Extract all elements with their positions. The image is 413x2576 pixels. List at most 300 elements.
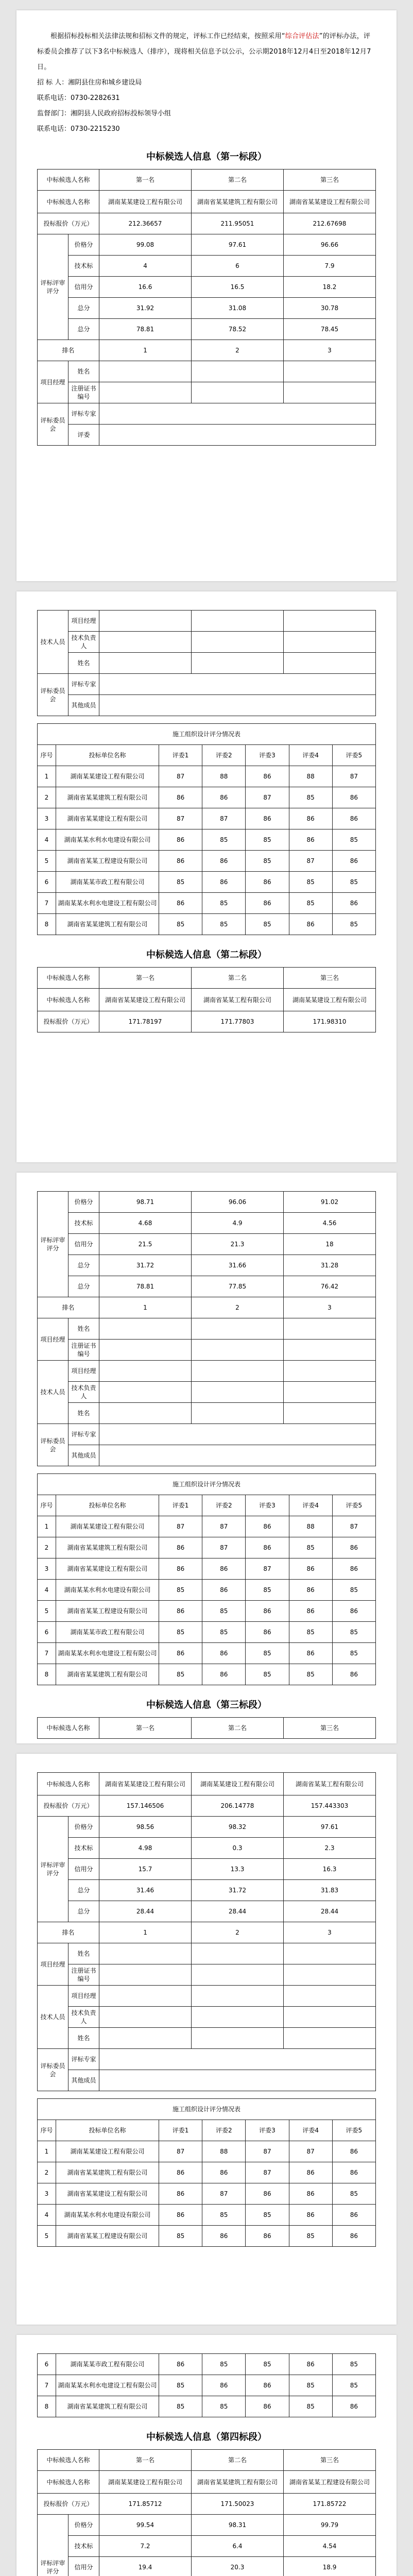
bidder-name: 湖南某某建设工程有限公司 [56, 2141, 159, 2162]
bidder-name: 湖南省某某建筑工程有限公司 [56, 1537, 159, 1558]
judge-score: 85 [159, 2375, 202, 2396]
table-cell: 中标候选人名称 [38, 170, 99, 191]
judge-score: 86 [332, 1664, 375, 1685]
table-cell: 信用分 [68, 277, 99, 298]
table-cell: 第三名 [284, 968, 376, 989]
table-row [38, 1664, 376, 1685]
table-cell: 湖南某某建设工程有限公司 [99, 191, 192, 213]
candidate-table [37, 2449, 376, 2576]
table-cell: 姓名 [68, 653, 99, 674]
table-cell: 16.6 [99, 277, 192, 298]
bidder-name: 湖南省某某建筑工程有限公司 [56, 2396, 159, 2417]
table-cell: 技术负责人 [68, 2007, 99, 2028]
table-cell: 评标委员会 [38, 1424, 68, 1466]
table-row [38, 1601, 376, 1622]
table-row [38, 872, 376, 893]
empty-cell [284, 1382, 376, 1403]
empty-cell [192, 653, 284, 674]
table-cell: 信用分 [68, 1859, 99, 1880]
empty-cell [192, 2007, 284, 2028]
table-cell: 评委5 [332, 1495, 375, 1516]
table-cell: 评标专家 [68, 2049, 99, 2070]
section-title: 中标候选人信息（第一标段） [146, 151, 267, 162]
table-cell: 其他成员 [68, 695, 99, 716]
table-cell: 注册证书编号 [68, 1340, 99, 1361]
row-seq: 8 [38, 1664, 56, 1685]
table-cell: 评标评审评分 [38, 1192, 68, 1297]
judge-score: 86 [246, 808, 289, 829]
row-seq: 8 [38, 2396, 56, 2417]
table-cell: 第一名 [99, 1718, 192, 1739]
row-seq: 3 [38, 808, 56, 829]
table-cell: 16.5 [192, 277, 284, 298]
table-cell: 7.2 [99, 2536, 192, 2557]
table-cell: 投标报价（万元） [38, 213, 99, 234]
table-cell: 投标报价（万元） [38, 1011, 99, 1032]
judge-score: 86 [332, 787, 375, 808]
empty-cell [284, 1318, 376, 1340]
candidate-table [37, 1772, 376, 2091]
empty-cell [99, 632, 192, 653]
empty-cell [192, 382, 284, 403]
table-cell: 4.9 [192, 1213, 284, 1234]
row-seq: 4 [38, 829, 56, 851]
table-cell: 评委5 [332, 745, 375, 766]
table-cell: 中标候选人名称 [38, 191, 99, 213]
table-cell: 其他成员 [68, 2070, 99, 2091]
judge-score: 86 [332, 2205, 375, 2226]
empty-cell [99, 1361, 192, 1382]
table-cell: 171.78197 [99, 1011, 192, 1032]
table-cell: 姓名 [68, 361, 99, 382]
table-cell: 评标评审评分 [38, 2515, 68, 2576]
bidder-name: 湖南省某某建筑工程有限公司 [56, 914, 159, 935]
judge-score: 86 [246, 766, 289, 787]
judge-score: 85 [289, 1622, 332, 1643]
empty-cell [99, 1445, 376, 1466]
empty-cell [192, 1382, 284, 1403]
judge-score: 87 [202, 808, 246, 829]
table-cell: 4.54 [283, 2536, 375, 2557]
table-cell: 78.45 [283, 319, 375, 340]
empty-cell [99, 1964, 192, 1986]
empty-cell [192, 611, 284, 632]
table-cell: 31.66 [192, 1255, 284, 1276]
section-title: 中标候选人信息（第四标段） [146, 2432, 267, 2443]
table-cell: 2 [192, 340, 284, 361]
table-cell: 评标专家 [68, 403, 99, 425]
table-cell: 评委4 [289, 2120, 332, 2141]
tenderee-line: 招 标 人：湘阴县住房和城乡建设局 [37, 79, 142, 87]
judge-score: 85 [332, 2183, 375, 2205]
row-seq: 8 [38, 914, 56, 935]
table-cell: 湖南省某某工程有限公司 [192, 989, 284, 1011]
judge-score: 85 [246, 1580, 289, 1601]
judge-score: 86 [202, 787, 246, 808]
bidder-name: 湖南省某某建筑工程有限公司 [56, 2162, 159, 2183]
judge-score: 85 [289, 2226, 332, 2247]
scoring-rows [38, 1516, 376, 1685]
table-cell: 总分 [68, 1276, 99, 1297]
judge-score: 85 [332, 2354, 375, 2375]
table-cell: 施工组织设计评分情况表 [38, 2099, 376, 2120]
table-cell: 157.443303 [283, 1795, 375, 1817]
judge-score: 86 [289, 1601, 332, 1622]
scoring-rows [38, 2141, 376, 2247]
empty-cell [99, 611, 192, 632]
judge-score: 86 [332, 1558, 375, 1580]
empty-cell [283, 361, 375, 382]
judge-score: 86 [289, 1643, 332, 1664]
table-cell: 99.08 [99, 234, 192, 256]
judge-score: 87 [289, 851, 332, 872]
table-cell: 2.3 [283, 1838, 375, 1859]
row-seq: 1 [38, 1516, 56, 1537]
table-cell: 98.71 [99, 1192, 192, 1213]
table-cell: 评委5 [332, 2120, 375, 2141]
table-row [38, 2141, 376, 2162]
table-cell: 97.61 [283, 1817, 375, 1838]
bidder-name: 湖南某某建设工程有限公司 [56, 766, 159, 787]
table-cell: 信用分 [68, 1234, 99, 1255]
score-table [37, 1191, 376, 1466]
judge-score: 86 [202, 2375, 246, 2396]
bidder-name: 湖南省某某工程建设有限公司 [56, 1601, 159, 1622]
document-page-2 [16, 591, 397, 1162]
table-cell: 评委2 [202, 745, 246, 766]
section-4 [37, 2430, 376, 2576]
empty-cell [99, 1340, 192, 1361]
empty-cell [192, 1986, 284, 2007]
empty-cell [192, 1403, 284, 1424]
bidder-name: 湖南省某某建设工程有限公司 [56, 2183, 159, 2205]
judge-score: 86 [289, 1558, 332, 1580]
table-cell: 3 [283, 1922, 375, 1943]
table-cell: 湖南省某某建设工程有限公司 [99, 1773, 192, 1795]
row-seq: 2 [38, 787, 56, 808]
empty-cell [284, 1340, 376, 1361]
empty-cell [283, 382, 375, 403]
personnel-table [37, 610, 376, 716]
table-cell: 湖南省某某工程有限公司 [283, 1773, 375, 1795]
table-cell: 98.56 [99, 1817, 192, 1838]
tenderee-phone: 联系电话：0730-2282631 [37, 94, 120, 102]
judge-score: 87 [202, 1537, 246, 1558]
judge-score: 85 [246, 914, 289, 935]
judge-score: 86 [246, 1537, 289, 1558]
judge-score: 87 [159, 766, 202, 787]
empty-cell [284, 1403, 376, 1424]
judge-score: 85 [202, 914, 246, 935]
empty-cell [99, 653, 192, 674]
table-cell: 6 [192, 256, 284, 277]
table-cell: 中标候选人名称 [38, 1718, 99, 1739]
empty-cell [99, 2049, 376, 2070]
table-cell: 171.77803 [192, 1011, 284, 1032]
document-page-4 [16, 1754, 397, 2325]
table-cell: 排名 [38, 340, 99, 361]
judge-score: 85 [289, 1537, 332, 1558]
table-cell: 项目经理 [68, 1361, 99, 1382]
table-cell: 湖南省某某建筑工程有限公司 [192, 191, 284, 213]
empty-cell [192, 1964, 284, 1986]
judge-score: 86 [246, 2396, 289, 2417]
table-cell: 项目经理 [38, 1318, 68, 1361]
judge-score: 86 [246, 872, 289, 893]
bidder-name: 湖南省某某建筑工程有限公司 [56, 787, 159, 808]
table-cell: 项目经理 [38, 361, 68, 403]
empty-cell [99, 1403, 192, 1424]
table-cell: 7.9 [283, 256, 375, 277]
judge-score: 86 [202, 872, 246, 893]
empty-cell [99, 2070, 376, 2091]
table-cell: 171.85722 [283, 2494, 375, 2515]
table-cell: 中标候选人名称 [38, 968, 99, 989]
judge-score: 86 [246, 893, 289, 914]
bidder-name: 湖南某某水利水电建设有限公司 [56, 2205, 159, 2226]
table-cell: 第二名 [192, 2450, 284, 2471]
table-cell: 投标单位名称 [56, 745, 159, 766]
table-cell: 1 [99, 1297, 192, 1318]
empty-cell [284, 632, 376, 653]
empty-cell [284, 1361, 376, 1382]
table-cell: 姓名 [68, 1403, 99, 1424]
row-seq: 5 [38, 2226, 56, 2247]
empty-cell [283, 1986, 375, 2007]
judge-score: 86 [159, 2205, 202, 2226]
table-cell: 排名 [38, 1922, 99, 1943]
table-cell: 湖南某某建设工程有限公司 [192, 1773, 284, 1795]
table-cell: 评委2 [202, 1495, 246, 1516]
candidate-table [37, 169, 376, 446]
table-row [38, 2354, 376, 2375]
judge-score: 85 [332, 1643, 375, 1664]
table-cell: 技术标 [68, 1213, 99, 1234]
table-cell: 信用分 [68, 2557, 99, 2576]
bidder-name: 湖南省某某工程建设有限公司 [56, 851, 159, 872]
judge-score: 86 [159, 1601, 202, 1622]
judge-score: 86 [202, 851, 246, 872]
judge-score: 88 [202, 766, 246, 787]
table-row [38, 2183, 376, 2205]
bidder-name: 湖南某某市政工程有限公司 [56, 2354, 159, 2375]
empty-cell [99, 403, 376, 425]
table-cell: 项目经理 [38, 1943, 68, 1986]
table-cell: 总分 [68, 319, 99, 340]
table-cell: 31.92 [99, 298, 192, 319]
empty-cell [284, 653, 376, 674]
bidder-name: 湖南省某某建设工程有限公司 [56, 1558, 159, 1580]
table-cell: 第二名 [192, 1718, 284, 1739]
table-cell: 18.2 [283, 277, 375, 298]
table-cell: 78.52 [192, 319, 284, 340]
table-cell: 第二名 [192, 170, 284, 191]
table-cell: 19.4 [99, 2557, 192, 2576]
judge-score: 85 [289, 893, 332, 914]
judge-score: 85 [332, 1622, 375, 1643]
table-row [38, 2162, 376, 2183]
row-seq: 5 [38, 851, 56, 872]
table-cell: 18.9 [283, 2557, 375, 2576]
judge-score: 85 [246, 2205, 289, 2226]
judge-score: 87 [246, 787, 289, 808]
table-cell: 211.95051 [192, 213, 284, 234]
table-cell: 18 [284, 1234, 376, 1255]
judge-score: 86 [246, 2183, 289, 2205]
row-seq: 6 [38, 872, 56, 893]
section-title: 中标候选人信息（第二标段） [146, 950, 267, 960]
table-cell: 技术标 [68, 2536, 99, 2557]
table-cell: 姓名 [68, 1318, 99, 1340]
table-cell: 206.14778 [192, 1795, 284, 1817]
empty-cell [192, 361, 284, 382]
judge-score: 85 [202, 893, 246, 914]
bidder-name: 湖南某某市政工程有限公司 [56, 872, 159, 893]
judge-score: 86 [332, 1601, 375, 1622]
table-cell: 3 [283, 340, 375, 361]
table-row [38, 1516, 376, 1537]
document-page-1 [16, 10, 397, 581]
judge-score: 86 [202, 2226, 246, 2247]
table-cell: 1 [99, 340, 192, 361]
judge-score: 85 [289, 872, 332, 893]
table-cell: 78.81 [99, 1276, 192, 1297]
table-row [38, 914, 376, 935]
table-cell: 第二名 [192, 968, 284, 989]
judge-score: 86 [332, 2396, 375, 2417]
bidder-name: 湖南某某水利水电建设有限公司 [56, 829, 159, 851]
section-1 [37, 149, 376, 446]
table-cell: 20.3 [192, 2557, 284, 2576]
bidder-name: 湖南某某水利水电建设工程有限公司 [56, 893, 159, 914]
table-cell: 31.83 [283, 1880, 375, 1901]
table-cell: 总分 [68, 298, 99, 319]
empty-cell [283, 1964, 375, 1986]
table-cell: 6.4 [192, 2536, 284, 2557]
table-cell: 评标委员会 [38, 2049, 68, 2091]
judge-score: 87 [159, 1516, 202, 1537]
judge-score: 85 [202, 1601, 246, 1622]
table-cell: 排名 [38, 1297, 99, 1318]
judge-score: 86 [202, 2162, 246, 2183]
table-cell: 157.146506 [99, 1795, 192, 1817]
table-cell: 4.98 [99, 1838, 192, 1859]
row-seq: 7 [38, 2375, 56, 2396]
table-cell: 28.44 [283, 1901, 375, 1922]
table-cell: 评委1 [159, 2120, 202, 2141]
table-cell: 99.79 [283, 2515, 375, 2536]
table-cell: 价格分 [68, 234, 99, 256]
judge-score: 86 [159, 829, 202, 851]
evaluation-method: 综合评估法 [285, 32, 319, 40]
table-cell: 投标报价（万元） [38, 2494, 99, 2515]
table-cell: 评标评审评分 [38, 1817, 68, 1922]
table-cell: 30.78 [283, 298, 375, 319]
judge-score: 85 [332, 914, 375, 935]
table-cell: 投标单位名称 [56, 1495, 159, 1516]
judge-score: 86 [159, 2162, 202, 2183]
table-cell: 姓名 [68, 1943, 99, 1964]
empty-cell [99, 1318, 192, 1340]
table-cell: 78.81 [99, 319, 192, 340]
table-cell: 施工组织设计评分情况表 [38, 1474, 376, 1495]
section-2 [37, 947, 376, 1032]
table-cell: 第一名 [99, 170, 192, 191]
table-cell: 3 [284, 1297, 376, 1318]
table-cell: 31.08 [192, 298, 284, 319]
table-cell: 212.36657 [99, 213, 192, 234]
table-cell: 技术人员 [38, 611, 68, 674]
table-cell: 28.44 [99, 1901, 192, 1922]
row-seq: 2 [38, 2162, 56, 2183]
bidder-name: 湖南省某某建筑工程有限公司 [56, 1664, 159, 1685]
table-cell: 评委1 [159, 1495, 202, 1516]
table-row [38, 2396, 376, 2417]
judge-score: 86 [332, 893, 375, 914]
empty-cell [99, 2028, 192, 2049]
scoring-rows [38, 2354, 376, 2417]
bidder-name: 湖南某某建设工程有限公司 [56, 1516, 159, 1537]
table-cell: 1 [99, 1922, 192, 1943]
judge-score: 85 [332, 872, 375, 893]
table-cell: 技术负责人 [68, 1382, 99, 1403]
table-cell: 中标候选人名称 [38, 2450, 99, 2471]
row-seq: 7 [38, 1643, 56, 1664]
table-cell: 序号 [38, 1495, 56, 1516]
judge-score: 86 [246, 1601, 289, 1622]
judge-score: 87 [246, 2141, 289, 2162]
section-3 [37, 1698, 376, 1739]
table-cell: 31.72 [192, 1880, 284, 1901]
row-seq: 5 [38, 1601, 56, 1622]
judge-score: 87 [159, 808, 202, 829]
empty-cell [99, 1943, 192, 1964]
table-cell: 91.02 [284, 1192, 376, 1213]
judge-score: 86 [289, 808, 332, 829]
table-cell: 价格分 [68, 2515, 99, 2536]
table-cell: 31.72 [99, 1255, 192, 1276]
row-seq: 3 [38, 1558, 56, 1580]
table-cell: 第一名 [99, 2450, 192, 2471]
table-cell: 评委4 [289, 745, 332, 766]
judge-score: 85 [202, 829, 246, 851]
table-cell: 99.54 [99, 2515, 192, 2536]
row-seq: 4 [38, 2205, 56, 2226]
judge-score: 85 [159, 1664, 202, 1685]
table-cell: 212.67698 [283, 213, 375, 234]
empty-cell [284, 611, 376, 632]
judge-score: 86 [202, 1664, 246, 1685]
table-cell: 姓名 [68, 2028, 99, 2049]
judge-score: 86 [159, 851, 202, 872]
table-cell: 171.85712 [99, 2494, 192, 2515]
table-cell: 技术负责人 [68, 632, 99, 653]
table-cell: 总分 [68, 1901, 99, 1922]
judge-score: 87 [332, 766, 375, 787]
table-row [38, 2226, 376, 2247]
table-cell: 171.50023 [192, 2494, 284, 2515]
table-cell: 总分 [68, 1880, 99, 1901]
empty-cell [99, 695, 376, 716]
bidder-name: 湖南某某水利水电建设工程有限公司 [56, 1643, 159, 1664]
table-cell: 21.3 [192, 1234, 284, 1255]
judge-score: 86 [332, 2162, 375, 2183]
table-cell: 13.3 [192, 1859, 284, 1880]
table-cell: 项目经理 [68, 1986, 99, 2007]
table-cell: 15.7 [99, 1859, 192, 1880]
table-cell: 湖南省某某建设工程有限公司 [99, 989, 192, 1011]
judge-score: 86 [159, 2354, 202, 2375]
